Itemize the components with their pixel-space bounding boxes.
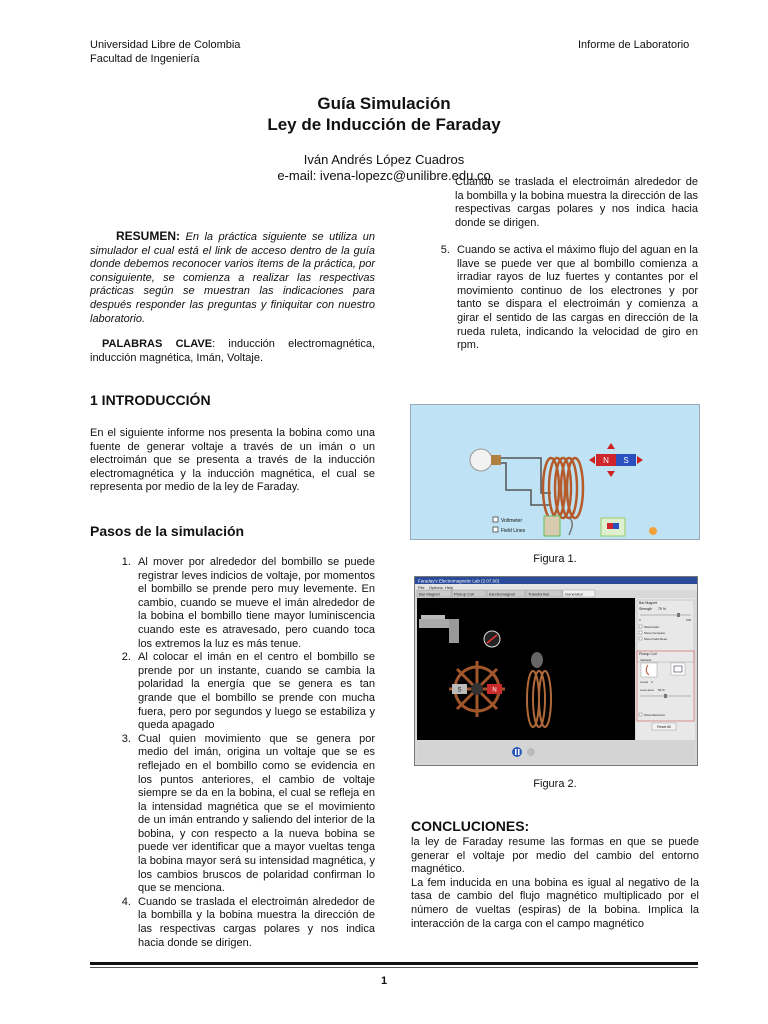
page-number: 1 xyxy=(380,975,388,987)
light-bulb xyxy=(531,652,543,668)
field-lines-checkbox[interactable] xyxy=(493,527,498,532)
bulb-base xyxy=(491,455,501,465)
figure-2-caption: Figura 2. xyxy=(533,778,577,790)
panel-strength-value: 75 % xyxy=(658,607,666,611)
strength-slider-thumb[interactable] xyxy=(677,613,680,617)
tab-generator[interactable]: Generator xyxy=(565,591,584,597)
tab-pickup-coil[interactable]: Pickup Coil xyxy=(454,591,475,597)
panel-bar-magnet-title: Bar Magnet xyxy=(639,601,658,605)
conclusions-heading: CONCLUCIONES: xyxy=(411,818,530,834)
faucet-handle[interactable] xyxy=(421,615,445,619)
coil-loops xyxy=(543,458,583,518)
strength-scale-max: 100 xyxy=(686,618,692,622)
author-name: Iván Andrés López Cuadros xyxy=(303,152,465,167)
step-item: 4. Cuando se traslada el electroimán alrededor de la bombilla y la bobina muestra la dirección de las respectivas cargas polares y nos indica hacia donde se dirigen. xyxy=(134,896,375,923)
step-4-text: Cuando se traslada el electroimán alrededor de la bombilla y la bobina muestra la dirección de las respectivas cargas polares y nos indica hacia donde se dirigen. xyxy=(455,176,698,229)
strength-scale-min: 0 xyxy=(639,618,641,622)
step-item: 5. Cuando se activa el máximo flujo del aguan en la llave se puede ver que al bombillo comienza a irradiar rayos de luz fuertes y contantes por el movimiento continuo de los electrones y por tanto se dispara el electroimán y comienza a girar el sentido de las cargas en dirección de la rueda ruleta, indicando la velocidad de giro en rpm. xyxy=(453,244,698,353)
figure-2-image xyxy=(414,576,698,766)
keywords-label: PALABRAS CLAVE xyxy=(102,338,213,351)
abstract-text: En la práctica siguiente se utiliza un simulador el cual está el link de acceso dentro de la guía donde debemos reconocer varios ítems de la práctica, por consiguiente, se comienza a realizar las respectivas prácticas según se muestran las indicaciones para después responder las preguntas y finiquitar con nuestro laboratorio. xyxy=(90,231,375,325)
menu-options[interactable]: Options xyxy=(429,585,443,590)
title-line-1: Guía Simulación xyxy=(317,94,451,113)
indicator-voltmeter-button[interactable] xyxy=(671,663,685,675)
step-item: 3. Cual quien movimiento que se genera por medio del imán, origina un voltaje que se es reflejado en el bombillo como se evidencia en los puntos anteriores, el cambio de voltaje siempre se da en la bobina, el cual se refleja en la intensidad magnética que se el movimiento de un imán entrando y saliendo del interior de la bobina, y con respecto a la nueva bobina se puede ver identificar que a mayor vueltas tenga la bobina mayor será su intensidad magnética, y los cambios bruscos de polaridad confirman lo que se menciona. xyxy=(134,733,375,896)
conclusions-text xyxy=(411,836,699,931)
abstract-block xyxy=(90,230,375,365)
steps-list-right xyxy=(413,176,698,353)
show-compass-label: Show Compass xyxy=(644,631,666,635)
show-field-meter-label: Show Field Meter xyxy=(644,637,668,641)
title-line-2: Ley de Inducción de Faraday xyxy=(267,115,501,134)
step-icon[interactable] xyxy=(527,748,535,756)
conclusions-paragraph-1: la ley de Faraday resume las formas en que se puede generar el voltaje por medio del cambio del entorno magnético. xyxy=(411,836,699,876)
show-electrons-checkbox[interactable] xyxy=(639,713,642,716)
intro-heading: 1 INTRODUCCIÓN xyxy=(90,392,211,408)
panel-loop-area-label: Loop area xyxy=(640,688,654,692)
voltmeter-label: Voltmeter xyxy=(501,518,523,524)
show-field-checkbox[interactable] xyxy=(639,625,642,628)
show-compass-checkbox[interactable] xyxy=(639,631,642,634)
figure-1-image xyxy=(410,404,700,540)
keywords-text: : inducción electromagnética, inducción magnética, Imán, Voltaje. xyxy=(90,338,375,364)
play-pause-icon[interactable] xyxy=(512,747,522,757)
magnet-n-label: N xyxy=(603,456,609,465)
coil-tool-icon[interactable] xyxy=(569,518,572,535)
show-field-label: Show Field xyxy=(644,625,659,629)
header-faculty: Facultad de Ingeniería xyxy=(90,53,200,65)
figure-1-svg xyxy=(411,405,699,539)
footer-divider xyxy=(90,962,698,965)
fig2-magnet-n-label: N xyxy=(492,687,497,694)
abstract-label: RESUMEN: xyxy=(116,229,181,243)
menu-help[interactable]: Help xyxy=(445,585,454,590)
tab-transformer[interactable]: Transformer xyxy=(528,591,550,597)
steps-heading: Pasos de la simulación xyxy=(90,523,245,539)
panel-pickup-coil-title: Pickup Coil xyxy=(639,652,657,656)
fig2-magnet-s-label: S xyxy=(457,687,462,694)
panel-indicator-label: Indicator xyxy=(640,658,652,662)
panel-loops-value: 3 xyxy=(651,680,653,684)
show-field-meter-checkbox[interactable] xyxy=(639,637,642,640)
show-electrons-label: Show Electrons xyxy=(644,713,665,717)
menu-file[interactable]: File xyxy=(418,585,425,590)
voltmeter-checkbox[interactable] xyxy=(493,517,498,522)
intro-text: En el siguiente informe nos presenta la bobina como una fuente de generar voltaje a través de un imán o un electroimán que se presenta a través de la inducción electromagnética y la inducción magnética, el cual se representa por medio de la ley de Faraday. xyxy=(90,427,375,494)
step-4-continuation xyxy=(413,176,698,244)
panel-strength-label: Strength xyxy=(639,607,653,611)
magnet-s-label: S xyxy=(623,456,629,465)
tab-electromagnet[interactable]: Electromagnet xyxy=(489,591,515,597)
header-university: Universidad Libre de Colombia xyxy=(90,39,241,51)
footer-divider-thin xyxy=(90,967,698,968)
conclusions-paragraph-2: La fem inducida en una bobina es igual al negativo de la tasa de cambio del flujo magnético multiplicado por el número de vueltas (espiras) de la bobina. Implica la interacción de la carga con el campo magnético xyxy=(411,876,699,930)
loop-area-slider-thumb[interactable] xyxy=(664,694,667,698)
figure-2-svg xyxy=(415,577,697,765)
panel-loops-label: Loops xyxy=(640,680,649,684)
reset-icon[interactable] xyxy=(649,527,657,535)
author-email: e-mail: ivena-lopezc@unilibre.edu.co xyxy=(277,168,491,183)
steps-list-left xyxy=(90,556,375,949)
figure-1-caption: Figura 1. xyxy=(533,553,577,565)
field-lines-label: Field Lines xyxy=(501,528,526,534)
header-report-type: Informe de Laboratorio xyxy=(578,39,690,51)
panel-loop-area-value: 50 % xyxy=(658,688,665,692)
step-item: 2. Al colocar el imán en el centro el bombillo se prende por un instante, cuando se cambia la polaridad la energía que se genera es tan grande que el bombillo se prende con mucha fuera, pero por segundos y luego se estabiliza y queda apagado xyxy=(134,651,375,733)
hand-tool-icon[interactable] xyxy=(544,516,560,536)
step-item: 1. Al mover por alrededor del bombillo se puede registrar leves indicios de voltaje, por momentos el bombillo se prende pero muy levemente. En cambio, cuando se mueve el imán alrededor de la bobina el bombillo tiene mayor luminiscencia cuando este es atravesado, pero cuando toca los extremos la luz es más tenue. xyxy=(134,556,375,651)
tab-bar-magnet[interactable]: Bar Magnet xyxy=(419,591,440,597)
faucet-spout xyxy=(449,619,459,643)
reset-all-label: Reset All xyxy=(657,725,671,729)
window-title: Faraday's Electromagnetic Lab (2.07.00) xyxy=(418,578,500,584)
